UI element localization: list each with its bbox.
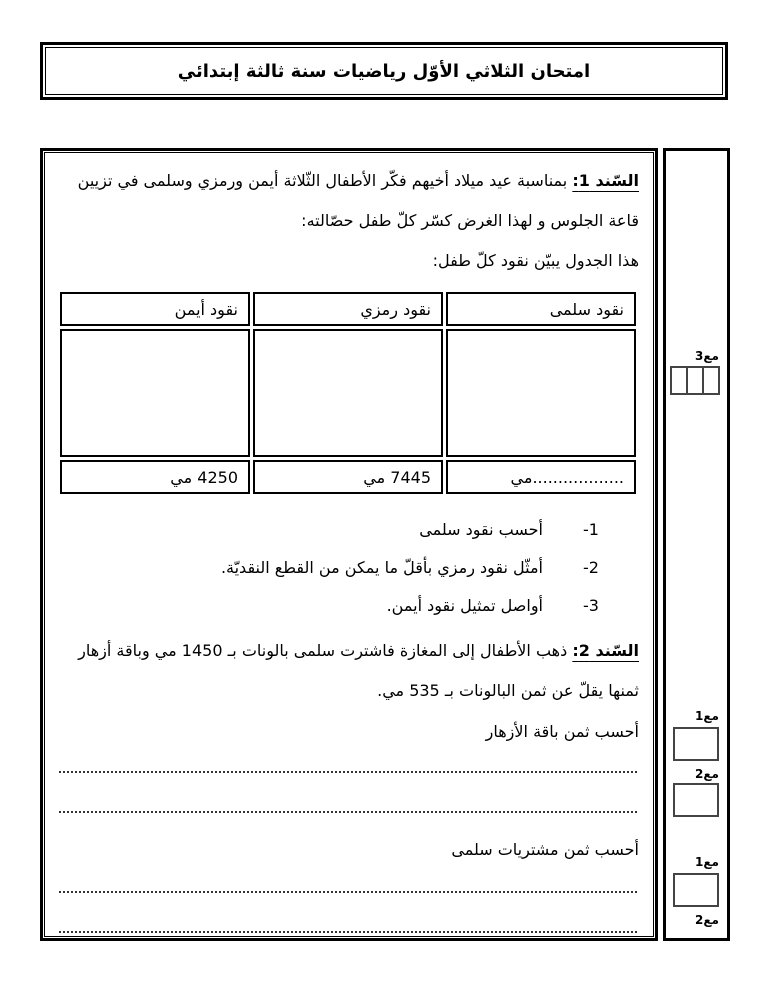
coins-area-ramzi (253, 329, 443, 457)
question-3-text: أواصل تمثيل نقود أيمن. (386, 596, 543, 615)
score-strip-crit3 (670, 366, 720, 395)
exercise2-text1: ذهب الأطفال إلى المغازة فاشترت سلمى بالونات بـ 1450 مي وباقة أزهار (78, 641, 568, 660)
question-3-marker: -3 (583, 596, 599, 615)
money-table (57, 289, 639, 497)
exam-body-inner (44, 152, 654, 937)
exercise2-question2: أحسب ثمن مشتريات سلمى (451, 840, 639, 859)
grading-margin (663, 148, 730, 941)
header-salma: نقود سلمى (446, 292, 636, 326)
exercise1-heading: السّند 1: (572, 171, 639, 190)
score-label-purchases-1: مع1 (695, 855, 719, 869)
header-aymen: نقود أيمن (60, 292, 250, 326)
question-1-text: أحسب نقود سلمى (419, 520, 543, 539)
question-3 (57, 587, 613, 625)
exam-body (40, 148, 658, 941)
score-box (673, 727, 719, 761)
score-label-flowers-2: مع2 (695, 767, 719, 781)
score-label-flowers-1: مع1 (695, 709, 719, 723)
score-box (702, 366, 720, 395)
exercise1-intro-line2: قاعة الجلوس و لهذا الغرض كسّر كلّ طفل حصّالته: (301, 211, 639, 230)
exercise1-intro-text1: بمناسبة عيد ميلاد أخيهم فكّر الأطفال الثّلاثة أيمن ورمزي وسلمى في تزيين (77, 171, 568, 190)
score-label-purchases-2: مع2 (695, 913, 719, 927)
money-table-empty-row (60, 329, 636, 457)
score-label-crit3: مع3 (695, 349, 719, 363)
score-box (670, 366, 688, 395)
money-table-header-row (60, 292, 636, 326)
header-ramzi: نقود رمزي (253, 292, 443, 326)
answer-line-4 (59, 931, 637, 933)
score-box (673, 873, 719, 907)
exercise2-question1: أحسب ثمن باقة الأزهار (485, 722, 639, 741)
page-title: امتحان الثلاثي الأوّل رياضيات سنة ثالثة إبتدائي (45, 47, 723, 95)
answer-line-3 (59, 891, 637, 893)
coins-area-salma (446, 329, 636, 457)
score-box (686, 366, 704, 395)
question-1-marker: -1 (583, 520, 599, 539)
question-1 (57, 511, 613, 549)
score-box (673, 783, 719, 817)
exercise2-heading: السّند 2: (572, 641, 639, 660)
money-table-values-row (60, 460, 636, 494)
question-2 (57, 549, 613, 587)
value-salma: ..................مي (446, 460, 636, 494)
exercise1-intro-line1 (57, 161, 639, 201)
question-2-text: أمثّل نقود رمزي بأقلّ ما يمكن من القطع النقديّة. (220, 558, 543, 577)
value-aymen: 4250 مي (60, 460, 250, 494)
answer-line-2 (59, 811, 637, 813)
table-caption: هذا الجدول يبيّن نقود كلّ طفل: (432, 251, 639, 270)
exercise1-questions (57, 511, 639, 625)
exercise2-line2: ثمنها يقلّ عن ثمن البالونات بـ 535 مي. (377, 681, 639, 700)
coins-area-aymen (60, 329, 250, 457)
value-ramzi: 7445 مي (253, 460, 443, 494)
answer-line-1 (59, 771, 637, 773)
exercise2-line1 (57, 631, 639, 671)
question-2-marker: -2 (583, 558, 599, 577)
title-banner (40, 42, 728, 100)
